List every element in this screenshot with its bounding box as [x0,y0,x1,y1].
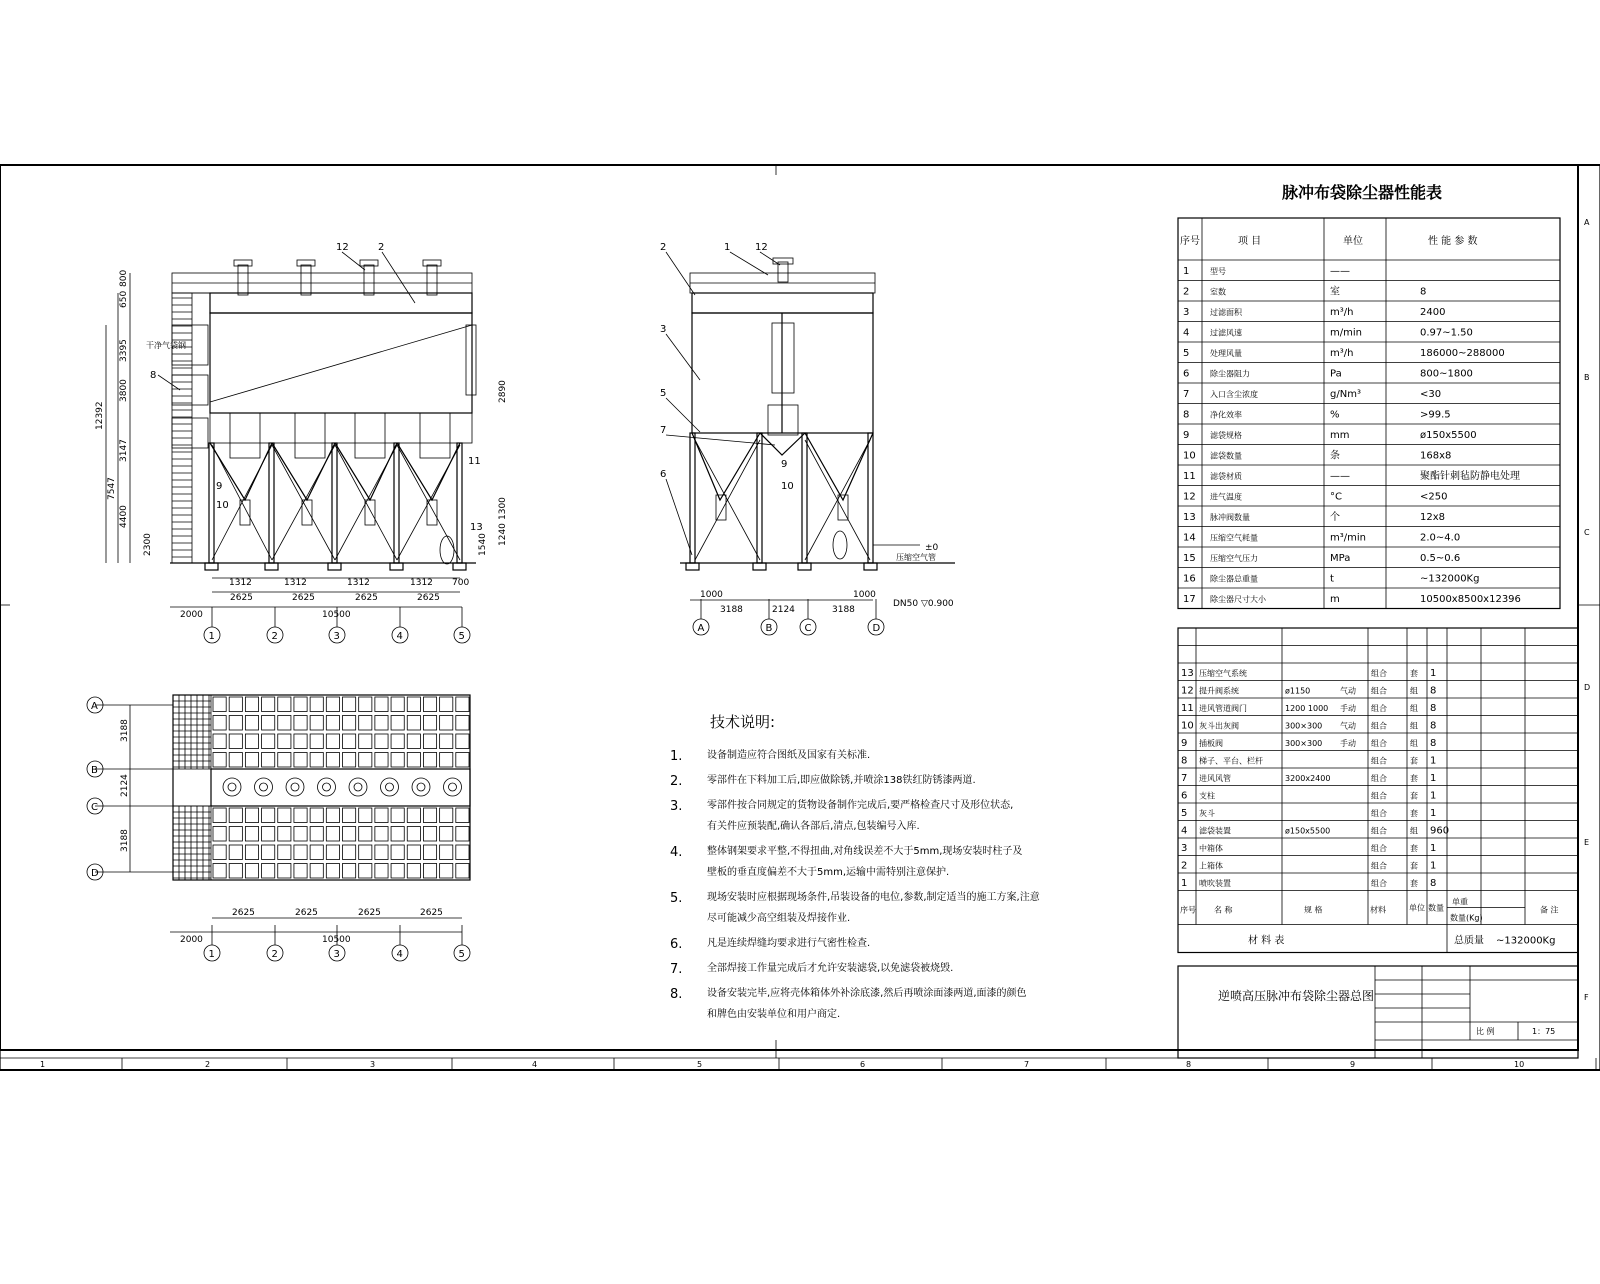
plan-view [87,695,470,961]
mat-cell-name: 灰斗 [1199,809,1215,818]
note-line: 有关件应预装配,确认各部后,清点,包装编号入库. [707,821,920,832]
perf-cell-value: 0.5~0.6 [1420,553,1461,564]
mat-cell-num: 6 [1181,790,1188,802]
border-col-10: 10 [1514,1060,1525,1069]
scale-label: 比 例 [1476,1027,1495,1036]
dim-h-3800: 3800 [119,379,129,402]
side-width-dimensions [690,590,876,615]
mat-cell-material: 组合 [1371,704,1387,713]
mat-cell-material: 组合 [1371,791,1387,801]
side-axis-label-D: D [872,623,881,634]
mat-cell-material: 组合 [1371,721,1387,731]
perf-cell-num: 4 [1183,327,1190,339]
dim-bay-bottom-3: 2625 [355,593,378,603]
mat-cell-qty: 8 [1430,878,1437,889]
perf-cell-unit: —— [1330,471,1350,482]
border-row-C: C [1584,528,1590,537]
mat-cell-num: 12 [1181,685,1194,697]
dim-h-12392: 12392 [95,401,105,430]
plan-dim-2: 2124 [120,774,130,797]
perf-header: 性 能 参 数 [1428,236,1478,247]
perf-cell-item: 压缩空气压力 [1210,554,1258,563]
side-dim-5: 1000 [853,590,876,600]
plan-row-axis-label-B: B [91,765,98,776]
note-line: 凡是连续焊缝均要求进行气密性检查. [707,938,871,949]
mat-cell-material: 组合 [1371,686,1387,696]
mat-cell-spec: 300×300 [1285,739,1323,748]
perf-cell-value: 12x8 [1420,512,1446,523]
mat-header: 名 称 [1214,905,1233,915]
dim-bay-top-1: 1312 [229,578,252,588]
mat-cell-unit: 组 [1410,826,1418,836]
plan-axis-label-4: 4 [396,949,403,960]
dim-left-offset: 2000 [180,610,203,620]
mat-header: 数量 [1428,903,1444,913]
mat-cell-drive: 手动 [1340,739,1356,748]
note-number: 3. [670,799,683,814]
note-line: 设备安装完毕,应将壳体箱体外补涂底漆,然后再喷涂面漆两道,面漆的颜色 [707,988,1027,999]
perf-header: 序号 [1180,236,1200,247]
mat-cell-name: 梯子、平台、栏杆 [1199,756,1263,766]
perf-cell-num: 2 [1183,286,1190,298]
dim-extra-700: 700 [452,578,470,588]
mat-header: 材料 [1370,905,1386,915]
front-axis-label-3: 3 [333,631,340,642]
note-line: 全部焊接工作量完成后才允许安装滤袋,以免滤袋被烧毁. [707,963,954,974]
perf-cell-item: 型号 [1210,267,1226,276]
border-col-3: 3 [370,1060,376,1069]
pipe-spec: DN50 ▽0.900 [893,599,954,609]
plan-dim-1: 3188 [120,719,130,742]
mat-cell-spec: 1200 1000 [1285,704,1329,713]
perf-cell-num: 16 [1183,573,1196,585]
perf-cell-num: 7 [1183,389,1190,400]
perf-cell-value: 10500x8500x12396 [1420,594,1521,605]
perf-header: 单位 [1343,236,1363,247]
perf-cell-num: 17 [1183,594,1196,605]
front-axis-label-4: 4 [396,631,403,642]
perf-cell-value: 186000~288000 [1420,348,1505,359]
plan-valve [286,778,304,796]
mat-cell-material: 组合 [1371,756,1387,766]
perf-cell-item: 室数 [1210,287,1226,297]
total-weight-value: ~132000Kg [1496,935,1556,947]
mat-cell-name: 支柱 [1199,791,1215,801]
perf-cell-value: <30 [1420,389,1442,400]
perf-cell-value: 2.0~4.0 [1420,532,1461,544]
perf-cell-num: 13 [1183,512,1196,523]
border-col-1: 1 [40,1060,46,1069]
mat-cell-material: 组合 [1371,844,1387,853]
mat-header: 序号 [1180,905,1196,915]
mat-cell-num: 9 [1181,738,1188,749]
perf-cell-value: ~132000Kg [1420,573,1480,585]
mat-cell-drive: 气动 [1340,686,1356,696]
side-callout-3: 3 [660,324,667,335]
border-row-D: D [1584,683,1591,692]
mat-cell-material: 组合 [1371,739,1387,748]
note-line: 和牌色由安装单位和用户商定. [707,1009,841,1020]
perf-cell-unit: m/min [1330,327,1362,339]
side-elevation-view [660,242,955,635]
side-axis-label-B: B [765,623,773,634]
perf-cell-unit: t [1330,573,1334,585]
front-axis-label-2: 2 [271,631,278,642]
mat-cell-unit: 组 [1410,704,1418,713]
mat-cell-name: 喷吹装置 [1199,879,1231,888]
callout-9: 9 [216,481,223,492]
note-line: 壁板的垂直度偏差不大于5mm,运输中需特别注意保护. [707,867,950,878]
dim-h-1300: 1300 [498,497,508,520]
side-dim-4: 3188 [832,605,855,615]
perf-cell-num: 1 [1183,266,1190,277]
border-row-E: E [1584,838,1590,847]
side-callout-1: 1 [724,242,731,253]
perf-cell-item: 滤袋规格 [1210,431,1242,440]
plan-valve [255,778,273,796]
mat-cell-spec: ø150x5500 [1285,826,1331,836]
dim-bay-top-3: 1312 [347,578,370,588]
mat-cell-num: 8 [1181,755,1188,767]
perf-cell-unit: 个 [1330,512,1340,523]
note-number: 2. [670,774,683,789]
callout-12: 12 [336,242,349,253]
side-dim-3: 2124 [772,605,795,615]
plan-valve [318,778,336,796]
border-col-4: 4 [532,1060,538,1069]
mat-header: 单重 [1452,897,1468,907]
dim-h-7547: 7547 [107,477,117,500]
perf-cell-value: <250 [1420,491,1448,503]
perf-cell-item: 过滤风速 [1210,328,1242,338]
plan-axis-bubbles [87,697,470,961]
perf-cell-unit: MPa [1330,553,1351,564]
perf-cell-value: 8 [1420,286,1427,298]
border-row-A: A [1584,218,1590,227]
mat-cell-name: 进风风管 [1199,774,1231,783]
front-axis-label-1: 1 [208,631,215,642]
perf-cell-item: 压缩空气耗量 [1210,533,1258,543]
note-number: 5. [670,891,683,906]
mat-cell-qty: 1 [1430,843,1437,854]
mat-cell-qty: 1 [1430,790,1437,802]
callout-10: 10 [216,500,229,511]
plan-bay-1: 2625 [232,908,255,918]
perf-cell-unit: m³/h [1330,307,1354,318]
callout-11: 11 [468,456,481,467]
perf-cell-num: 9 [1183,430,1190,441]
perf-cell-unit: m [1330,594,1340,605]
note-number: 6. [670,937,683,952]
side-callout-6: 6 [660,469,667,480]
note-line: 零部件在下料加工后,即应做除锈,并喷涂138铁红防锈漆两道. [707,775,976,786]
note-line: 尽可能减少高空组装及焊接作业. [707,913,851,924]
mat-cell-material: 组合 [1371,809,1387,818]
mat-cell-qty: 1 [1430,773,1437,784]
perf-cell-num: 10 [1183,450,1196,462]
level-mark: ±0 [925,543,939,553]
perf-cell-unit: m³/h [1330,348,1354,359]
plan-valve [223,778,241,796]
notes-title: 技术说明: [710,713,776,731]
mat-cell-material: 组合 [1371,826,1387,836]
mat-cell-spec: ø1150 [1285,686,1311,696]
perf-cell-value: 2400 [1420,307,1446,318]
mat-cell-qty: 1 [1430,668,1437,679]
perf-header: 项 目 [1238,236,1262,247]
side-callout-5: 5 [660,388,667,399]
border-col-6: 6 [860,1060,866,1069]
front-width-dimensions [170,578,469,620]
mat-cell-name: 中箱体 [1199,844,1223,853]
front-axis-bubbles [204,607,470,643]
perf-cell-item: 滤袋材质 [1210,472,1242,481]
mat-cell-num: 10 [1181,720,1194,732]
mat-cell-name: 压缩空气系统 [1199,669,1247,678]
plan-valve [349,778,367,796]
dim-h-2890: 2890 [498,380,508,403]
plan-valve [412,778,430,796]
mat-cell-spec: 300×300 [1285,721,1323,731]
mat-header: 单位 [1409,903,1425,913]
performance-table [1178,183,1560,609]
mat-cell-num: 13 [1181,668,1194,679]
perf-cell-item: 进气温度 [1210,492,1242,502]
plan-axis-label-2: 2 [271,949,278,960]
mat-cell-unit: 套 [1410,774,1418,783]
perf-cell-unit: % [1330,409,1340,421]
plan-axis-label-1: 1 [208,949,215,960]
perf-cell-unit: 条 [1330,450,1340,462]
mat-cell-name: 进风管道阀门 [1199,704,1247,713]
perf-cell-item: 脉冲阀数量 [1210,513,1250,522]
note-number: 4. [670,845,683,860]
perf-cell-item: 除尘器尺寸大小 [1210,595,1266,604]
border-row-B: B [1584,373,1590,382]
plan-total-width: 10500 [322,935,351,945]
dim-h-1540: 1540 [478,533,488,556]
front-elevation-view [95,242,508,643]
perf-cell-item: 入口含尘浓度 [1210,390,1258,399]
perf-cell-value: ø150x5500 [1420,430,1477,441]
plan-dim-3: 3188 [120,829,130,852]
note-number: 8. [670,987,683,1002]
mat-cell-name: 上箱体 [1199,861,1223,871]
perf-cell-unit: m³/min [1330,532,1366,544]
total-weight-label: 总质量 [1454,935,1484,947]
perf-cell-item: 除尘器阻力 [1210,369,1250,379]
perf-cell-item: 除尘器总重量 [1210,574,1258,584]
side-callout-12: 12 [755,242,768,253]
border-col-5: 5 [697,1060,703,1069]
pipe-label: 压缩空气管 [896,553,936,562]
mat-cell-unit: 组 [1410,739,1418,748]
perf-cell-item: 滤袋数量 [1210,451,1242,461]
perf-cell-unit: 室 [1330,286,1340,298]
perf-cell-unit: mm [1330,430,1350,441]
dim-bay-bottom-4: 2625 [417,593,440,603]
callout-13: 13 [470,522,483,533]
mat-cell-unit: 组 [1410,686,1418,696]
mat-header: 规 格 [1304,905,1323,915]
mat-cell-num: 7 [1181,773,1188,784]
technical-notes [670,713,1040,1020]
mat-cell-material: 组合 [1371,861,1387,871]
mat-cell-material: 组合 [1371,774,1387,783]
side-axis-label-A: A [697,623,705,634]
mat-cell-unit: 组 [1410,721,1418,731]
mat-cell-qty: 1 [1430,755,1437,767]
perf-cell-num: 15 [1183,553,1196,564]
plan-bay-4: 2625 [420,908,443,918]
scale-value: 1：75 [1532,1027,1556,1036]
plan-valve [381,778,399,796]
title-block [1178,966,1578,1058]
plan-bay-3: 2625 [358,908,381,918]
perf-cell-unit: —— [1330,266,1350,277]
mat-cell-unit: 套 [1410,879,1418,888]
mat-cell-material: 组合 [1371,879,1387,888]
mat-cell-qty: 8 [1430,720,1437,732]
mat-cell-num: 4 [1181,825,1188,837]
plan-row-axis-label-D: D [91,868,99,879]
side-dim-2: 3188 [720,605,743,615]
mat-cell-material: 组合 [1371,669,1387,678]
perf-cell-num: 14 [1183,532,1196,544]
border-col-9: 9 [1350,1060,1356,1069]
plan-axis-label-5: 5 [458,949,465,960]
perf-cell-value: 聚酯针刺毡防静电处理 [1420,471,1520,482]
border-col-2: 2 [205,1060,211,1069]
border-col-7: 7 [1024,1060,1030,1069]
side-callout-9: 9 [781,459,788,470]
perf-cell-value: 0.97~1.50 [1420,327,1473,339]
mat-cell-name: 插板阀 [1199,739,1223,748]
side-callout-10: 10 [781,481,794,492]
dim-bay-top-2: 1312 [284,578,307,588]
dim-h-1240: 1240 [498,523,508,546]
callout-8: 8 [150,370,157,381]
note-line: 现场安装时应根据现场条件,吊装设备的电位,参数,制定适当的施工方案,注意 [707,892,1040,903]
side-callout-7: 7 [660,425,667,436]
mat-cell-qty: 960 [1430,825,1450,837]
mat-weight-header: 数量(Kg) [1450,913,1483,923]
dim-h-650: 650 [119,290,129,308]
dim-bay-bottom-2: 2625 [292,593,315,603]
mat-cell-unit: 套 [1410,791,1418,801]
perf-cell-value: >99.5 [1420,409,1451,421]
perf-cell-unit: °C [1330,491,1342,503]
mat-header: 备 注 [1540,905,1559,915]
perf-cell-value: 800~1800 [1420,368,1473,380]
note-line: 零部件按合同规定的货物设备制作完成后,要严格检查尺寸及形位状态, [707,800,1014,811]
mat-cell-unit: 套 [1410,669,1418,678]
plan-bay-2: 2625 [295,908,318,918]
perf-table-title: 脉冲布袋除尘器性能表 [1282,183,1443,202]
border-row-F: F [1584,993,1589,1002]
perf-cell-num: 12 [1183,491,1196,503]
plan-row-axis-label-A: A [91,701,98,712]
perf-cell-item: 处理风量 [1210,349,1242,358]
perf-cell-num: 5 [1183,348,1190,359]
plan-valve [444,778,462,796]
dim-h-3147: 3147 [119,439,129,462]
note-line: 设备制造应符合图纸及国家有关标准. [707,750,871,761]
side-axis-label-C: C [804,623,812,634]
dim-h-2300: 2300 [143,533,153,556]
plan-row-axis-label-C: C [91,802,98,813]
perf-cell-unit: Pa [1330,368,1342,380]
mat-cell-qty: 8 [1430,685,1437,697]
side-callout-2: 2 [660,242,667,253]
dim-bay-top-4: 1312 [410,578,433,588]
mat-cell-qty: 8 [1430,703,1437,714]
callout-2: 2 [378,242,385,253]
perf-cell-value: 168x8 [1420,450,1452,462]
note-number: 1. [670,749,683,764]
perf-cell-num: 3 [1183,307,1190,318]
mat-cell-drive: 气动 [1340,721,1356,731]
front-part-callouts [150,242,483,533]
mat-cell-drive: 手动 [1340,704,1356,713]
materials-table [1178,628,1578,953]
mat-footer-label: 材 料 表 [1248,935,1285,947]
mat-cell-unit: 套 [1410,756,1418,766]
compressed-air-label: 干净气袋钢 [146,341,186,350]
dim-total-width: 10500 [322,610,351,620]
mat-cell-unit: 套 [1410,861,1418,871]
mat-cell-name: 提升阀系统 [1199,686,1239,696]
mat-cell-spec: 3200x2400 [1285,774,1331,783]
perf-cell-num: 6 [1183,368,1190,380]
dim-h-4400: 4400 [119,505,129,528]
dim-h-3395: 3395 [119,339,129,362]
dim-h-800: 800 [119,269,129,287]
mat-cell-num: 11 [1181,703,1194,714]
border-col-8: 8 [1186,1060,1192,1069]
plan-axis-label-3: 3 [333,949,340,960]
mat-cell-qty: 8 [1430,738,1437,749]
plan-left-offset: 2000 [180,935,203,945]
drawing-title: 逆喷高压脉冲布袋除尘器总图 [1218,989,1375,1003]
mat-cell-name: 灰斗出灰阀 [1199,721,1239,731]
mat-cell-num: 3 [1181,843,1188,854]
side-dim-1: 1000 [700,590,723,600]
note-line: 整体钢架要求平整,不得扭曲,对角线误差不大于5mm,现场安装时柱子及 [707,846,1023,857]
perf-cell-item: 净化效率 [1210,410,1242,420]
note-number: 7. [670,962,683,977]
mat-cell-unit: 套 [1410,844,1418,853]
dim-bay-bottom-1: 2625 [230,593,253,603]
mat-cell-unit: 套 [1410,809,1418,818]
perf-cell-num: 11 [1183,471,1196,482]
mat-cell-num: 2 [1181,860,1188,872]
mat-cell-num: 1 [1181,878,1188,889]
perf-cell-item: 过滤面积 [1210,308,1242,317]
front-axis-label-5: 5 [458,631,465,642]
mat-cell-name: 滤袋装置 [1199,826,1231,836]
perf-cell-unit: g/Nm³ [1330,389,1361,400]
mat-cell-qty: 1 [1430,860,1437,872]
mat-cell-qty: 1 [1430,808,1437,819]
mat-cell-num: 5 [1181,808,1188,819]
perf-cell-num: 8 [1183,409,1190,421]
